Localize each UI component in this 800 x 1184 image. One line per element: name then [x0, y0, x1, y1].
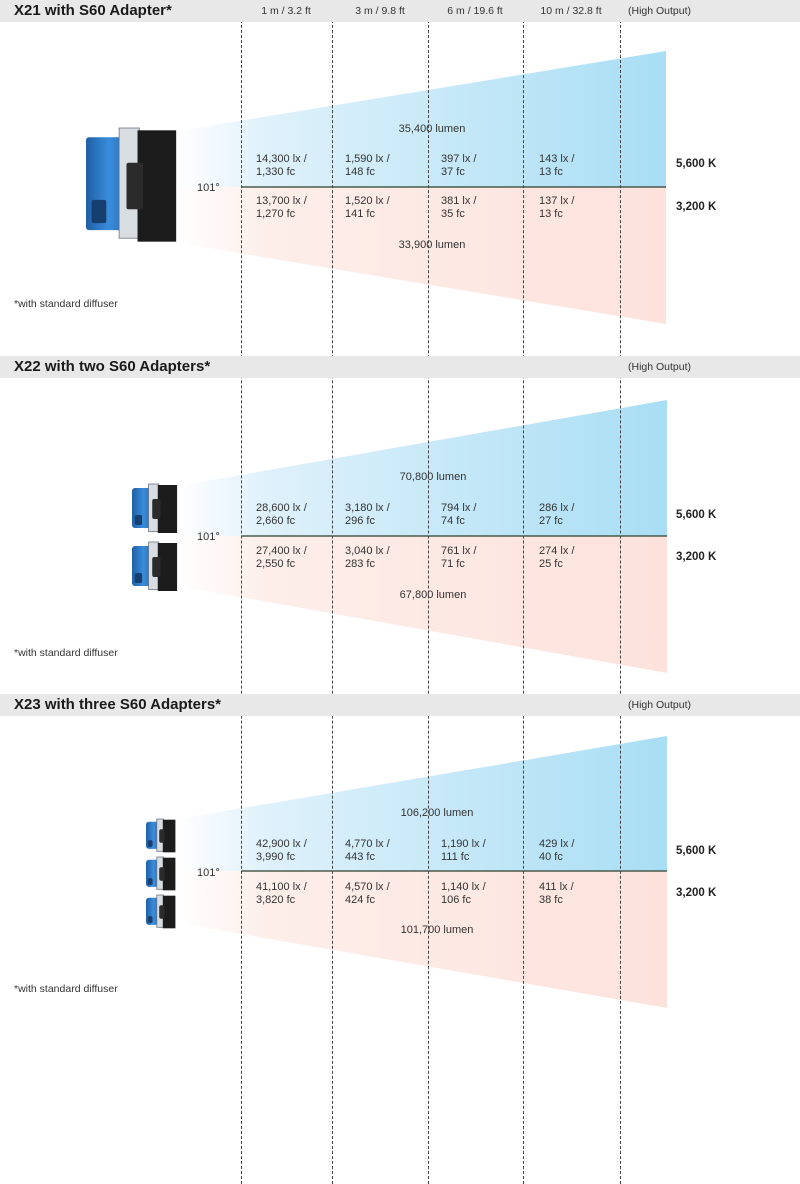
beam-angle: 101°	[197, 867, 220, 879]
footnote: *with standard diffuser	[14, 298, 118, 310]
tungsten-lumen: 33,900 lumen	[398, 239, 466, 251]
tungsten-value-1m: 13,700 lx / 1,270 fc	[256, 195, 307, 220]
daylight-kelvin: 5,600 K	[676, 509, 717, 521]
output-label: (High Output)	[628, 699, 692, 711]
tungsten-value-10m: 274 lx / 25 fc	[539, 545, 575, 570]
fixture-icon	[146, 857, 175, 890]
tungsten-beam	[178, 187, 666, 324]
beam-angle: 101°	[197, 531, 220, 543]
daylight-value-6m: 397 lx / 37 fc	[441, 153, 477, 178]
daylight-value-1m: 14,300 lx / 1,330 fc	[256, 153, 307, 178]
daylight-value-3m: 4,770 lx / 443 fc	[345, 838, 390, 863]
distance-line-1m	[332, 0, 333, 1184]
distance-line-10m	[620, 0, 621, 1184]
output-label: (High Output)	[628, 361, 692, 373]
distance-label-10m: 10 m / 32.8 ft	[540, 5, 602, 17]
daylight-beam	[178, 51, 666, 187]
daylight-value-3m: 1,590 lx / 148 fc	[345, 153, 390, 178]
daylight-lumen: 106,200 lumen	[400, 807, 474, 819]
daylight-lumen: 70,800 lumen	[399, 471, 467, 483]
tungsten-value-6m: 761 lx / 71 fc	[441, 545, 477, 570]
daylight-value-1m: 42,900 lx / 3,990 fc	[256, 838, 307, 863]
tungsten-beam	[178, 536, 667, 673]
daylight-value-6m: 1,190 lx / 111 fc	[441, 838, 486, 863]
daylight-kelvin: 5,600 K	[676, 845, 717, 857]
tungsten-kelvin: 3,200 K	[676, 551, 717, 563]
tungsten-kelvin: 3,200 K	[676, 201, 717, 213]
daylight-beam	[178, 736, 667, 871]
tungsten-value-1m: 41,100 lx / 3,820 fc	[256, 881, 307, 906]
distance-label-1m: 1 m / 3.2 ft	[261, 5, 311, 17]
fixture-icon	[132, 542, 177, 591]
tungsten-kelvin: 3,200 K	[676, 887, 717, 899]
tungsten-value-3m: 1,520 lx / 141 fc	[345, 195, 390, 220]
fixture-icon	[146, 819, 175, 852]
daylight-value-10m: 429 lx / 40 fc	[539, 838, 575, 863]
daylight-kelvin: 5,600 K	[676, 158, 717, 170]
tungsten-value-6m: 1,140 lx / 106 fc	[441, 881, 486, 906]
daylight-value-1m: 28,600 lx / 2,660 fc	[256, 502, 307, 527]
tungsten-value-1m: 27,400 lx / 2,550 fc	[256, 545, 307, 570]
distance-line-6m	[523, 0, 524, 1184]
tungsten-lumen: 101,700 lumen	[400, 924, 474, 936]
daylight-beam	[178, 400, 667, 536]
tungsten-value-6m: 381 lx / 35 fc	[441, 195, 477, 220]
footnote: *with standard diffuser	[14, 983, 118, 995]
tungsten-value-3m: 4,570 lx / 424 fc	[345, 881, 390, 906]
fixture-icon	[146, 895, 175, 928]
tungsten-value-3m: 3,040 lx / 283 fc	[345, 545, 390, 570]
tungsten-beam	[178, 871, 667, 1008]
fixture-icon	[132, 484, 177, 533]
daylight-value-3m: 3,180 lx / 296 fc	[345, 502, 390, 527]
fixture-icon	[86, 128, 176, 242]
distance-label-3m: 3 m / 9.8 ft	[355, 5, 405, 17]
distance-line-origin	[241, 0, 242, 1184]
tungsten-lumen: 67,800 lumen	[399, 589, 467, 601]
beam-angle: 101°	[197, 182, 220, 194]
output-label: (High Output)	[628, 5, 692, 17]
distance-label-6m: 6 m / 19.6 ft	[447, 5, 503, 17]
section-title: X22 with two S60 Adapters*	[14, 358, 211, 375]
section-title: X23 with three S60 Adapters*	[14, 696, 222, 713]
tungsten-value-10m: 411 lx / 38 fc	[539, 881, 574, 906]
daylight-value-10m: 286 lx / 27 fc	[539, 502, 575, 527]
footnote: *with standard diffuser	[14, 647, 118, 659]
daylight-value-10m: 143 lx / 13 fc	[539, 153, 575, 178]
daylight-value-6m: 794 lx / 74 fc	[441, 502, 477, 527]
daylight-lumen: 35,400 lumen	[398, 123, 466, 135]
section-title: X21 with S60 Adapter*	[14, 2, 172, 19]
tungsten-value-10m: 137 lx / 13 fc	[539, 195, 575, 220]
